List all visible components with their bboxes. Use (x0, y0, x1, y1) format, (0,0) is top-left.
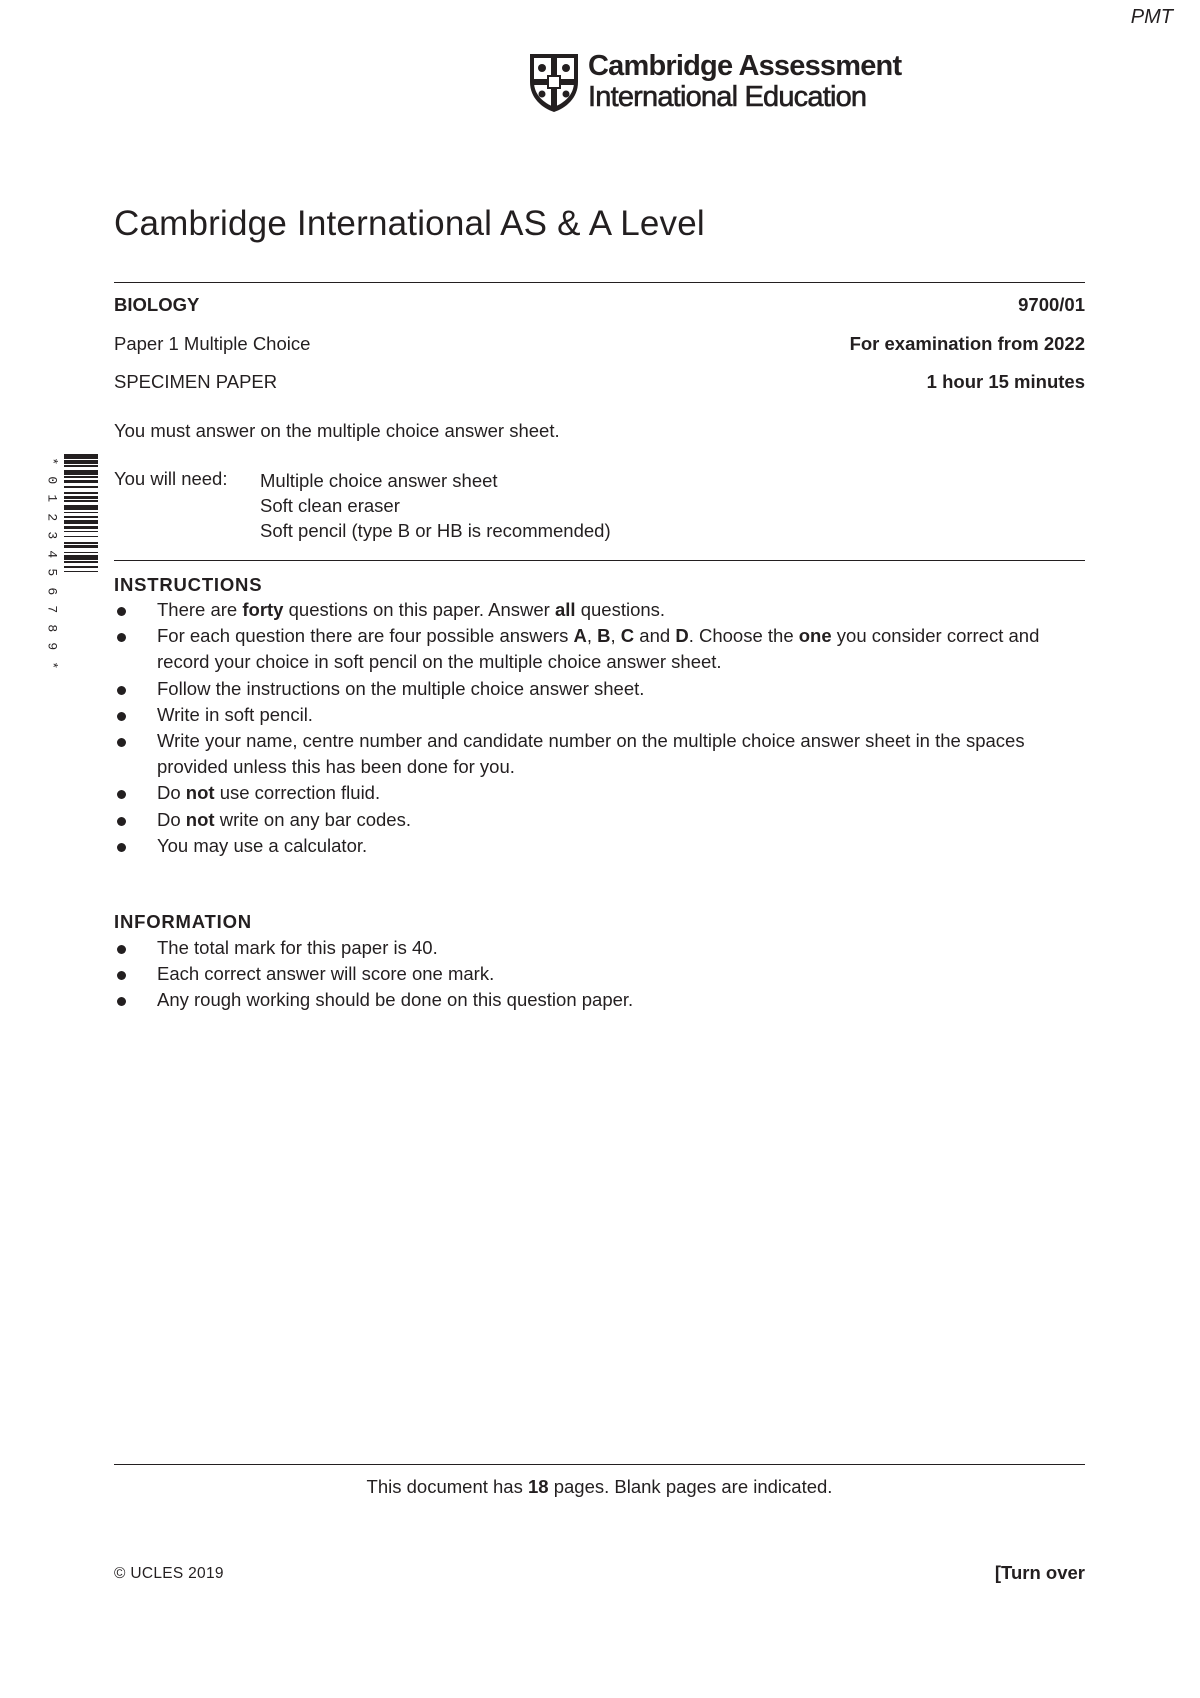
information-list (114, 935, 1089, 1014)
instructions-list (114, 597, 1089, 859)
instruction-text: you consider correct and record your choice in soft pencil on the multiple choice answer sheet. (157, 625, 1040, 673)
barcode-digit: 4 (44, 549, 60, 558)
barcode-bar (64, 571, 98, 573)
barcode-bar (64, 465, 98, 467)
logo-line-1: Cambridge Assessment (588, 50, 902, 82)
barcode-digit: 2 (44, 512, 60, 521)
information-text: Each correct answer will score one mark. (157, 963, 495, 985)
paper-type-row (114, 371, 1085, 401)
barcode-bar (64, 531, 98, 533)
instruction-text: and (634, 625, 676, 647)
corner-mark: PMT (1130, 6, 1173, 28)
instruction-text: use correction fluid. (214, 782, 381, 804)
bullet-icon (117, 686, 126, 695)
bullet-icon (117, 945, 126, 954)
subject: BIOLOGY (114, 294, 200, 315)
bullet-icon (117, 843, 126, 852)
turn-over: [Turn over (994, 1562, 1085, 1583)
paper-type: SPECIMEN PAPER (114, 371, 278, 392)
barcode (44, 452, 100, 669)
barcode-bar (64, 460, 98, 463)
barcode-digit: 8 (44, 623, 60, 632)
bullet-icon (117, 712, 126, 721)
page-count-prefix: This document has (366, 1476, 528, 1497)
barcode-digit: 9 (44, 642, 60, 651)
university-crest-icon (528, 52, 580, 114)
barcode-digit: 7 (44, 605, 60, 614)
information-text: Any rough working should be done on this question paper. (157, 989, 634, 1011)
instruction-text: A (573, 625, 587, 647)
instruction-text: not (185, 782, 215, 804)
barcode-bar (64, 555, 98, 560)
footer-rule (114, 1464, 1085, 1465)
instruction-item (114, 702, 1089, 728)
page-count-suffix: pages. Blank pages are indicated. (548, 1476, 833, 1497)
instruction-item (114, 623, 1089, 675)
instruction-text: B (597, 625, 611, 647)
instruction-text: Do (157, 782, 186, 804)
need-list (260, 468, 611, 543)
instruction-text: For each question there are four possible answers (157, 625, 574, 647)
cambridge-logo (528, 52, 908, 117)
bullet-icon (117, 633, 126, 642)
instruction-text: one (798, 625, 832, 647)
barcode-bar (64, 526, 98, 529)
barcode-bar (64, 512, 98, 514)
need-item: Soft clean eraser (260, 495, 400, 516)
barcode-bar (64, 454, 98, 459)
instruction-text: Write your name, centre number and candidate number on the multiple choice answer sheet in the spaces provided unless this has been done for you. (157, 730, 1025, 778)
barcode-bar (64, 476, 98, 478)
barcode-digit: 5 (44, 568, 60, 577)
instruction-text: You may use a calculator. (157, 834, 368, 856)
instruction-text: There are (157, 599, 243, 620)
barcode-digit: * (44, 660, 60, 669)
header-rule (114, 282, 1085, 283)
barcode-bar (64, 486, 98, 488)
barcode-bar (64, 545, 98, 548)
copyright: © UCLES 2019 (114, 1565, 224, 1582)
barcode-digit: 0 (44, 475, 60, 484)
barcode-bar (64, 542, 98, 544)
instruction-item (114, 728, 1089, 780)
need-item: Soft pencil (type B or HB is recommended) (260, 520, 611, 541)
instruction-item (114, 780, 1089, 806)
barcode-digit: 6 (44, 586, 60, 595)
barcode-bar (64, 496, 98, 499)
subject-row (114, 294, 1085, 324)
instruction-item (114, 807, 1089, 833)
instruction-item (114, 676, 1089, 702)
instruction-text: Write in soft pencil. (157, 703, 313, 725)
paper-name: Paper 1 Multiple Choice (114, 333, 311, 354)
section-rule (114, 560, 1085, 561)
need-item: Multiple choice answer sheet (260, 470, 498, 491)
information-heading: INFORMATION (114, 911, 252, 932)
duration: 1 hour 15 minutes (926, 371, 1085, 392)
barcode-bar (64, 552, 98, 554)
barcode-bar (64, 480, 98, 483)
paper-row (114, 333, 1085, 363)
instruction-text: D (675, 625, 689, 647)
barcode-digit: 1 (44, 494, 60, 503)
bullet-icon (117, 607, 126, 616)
barcode-bar (64, 566, 98, 568)
instruction-text: , (586, 625, 598, 647)
instruction-text: Do (157, 808, 186, 830)
qualification-title: Cambridge International AS & A Level (114, 204, 705, 243)
information-text: The total mark for this paper is 40. (157, 937, 438, 958)
bullet-icon (117, 997, 126, 1006)
instruction-text: C (620, 625, 635, 647)
answer-note: You must answer on the multiple choice answer sheet. (114, 420, 560, 441)
barcode-bars (64, 454, 98, 656)
bullet-icon (117, 971, 126, 980)
barcode-digit: * (44, 457, 60, 466)
barcode-bar (64, 520, 98, 525)
instruction-text: forty (242, 599, 284, 620)
exam-year: For examination from 2022 (849, 333, 1085, 354)
need-label: You will need: (114, 468, 228, 489)
instruction-item (114, 833, 1089, 859)
logo-line-2: International Education (588, 81, 867, 113)
page-count: 18 (528, 1476, 549, 1497)
barcode-bar (64, 561, 98, 563)
information-item (114, 961, 1089, 987)
barcode-bar (64, 536, 98, 538)
page-count-note (114, 1476, 1085, 1498)
instructions-heading: INSTRUCTIONS (114, 574, 263, 595)
instruction-text: not (185, 808, 215, 830)
barcode-bar (64, 500, 98, 502)
instruction-text: questions. (575, 599, 666, 620)
barcode-bar (64, 492, 98, 494)
syllabus-code: 9700/01 (1018, 294, 1085, 315)
barcode-text (44, 452, 58, 674)
bullet-icon (117, 790, 126, 799)
instruction-item (114, 597, 1089, 623)
instruction-text: . Choose the (688, 625, 799, 647)
instruction-text: write on any bar codes. (214, 808, 411, 830)
bullet-icon (117, 817, 126, 826)
barcode-bar (64, 470, 98, 475)
information-item (114, 987, 1089, 1013)
information-item (114, 935, 1089, 961)
instruction-text: questions on this paper. Answer (283, 599, 555, 620)
barcode-bar (64, 516, 98, 518)
instruction-text: , (610, 625, 621, 647)
barcode-digit: 3 (44, 531, 60, 540)
bullet-icon (117, 738, 126, 747)
instruction-text: Follow the instructions on the multiple choice answer sheet. (157, 677, 645, 699)
barcode-bar (64, 505, 98, 510)
instruction-text: all (555, 599, 576, 620)
